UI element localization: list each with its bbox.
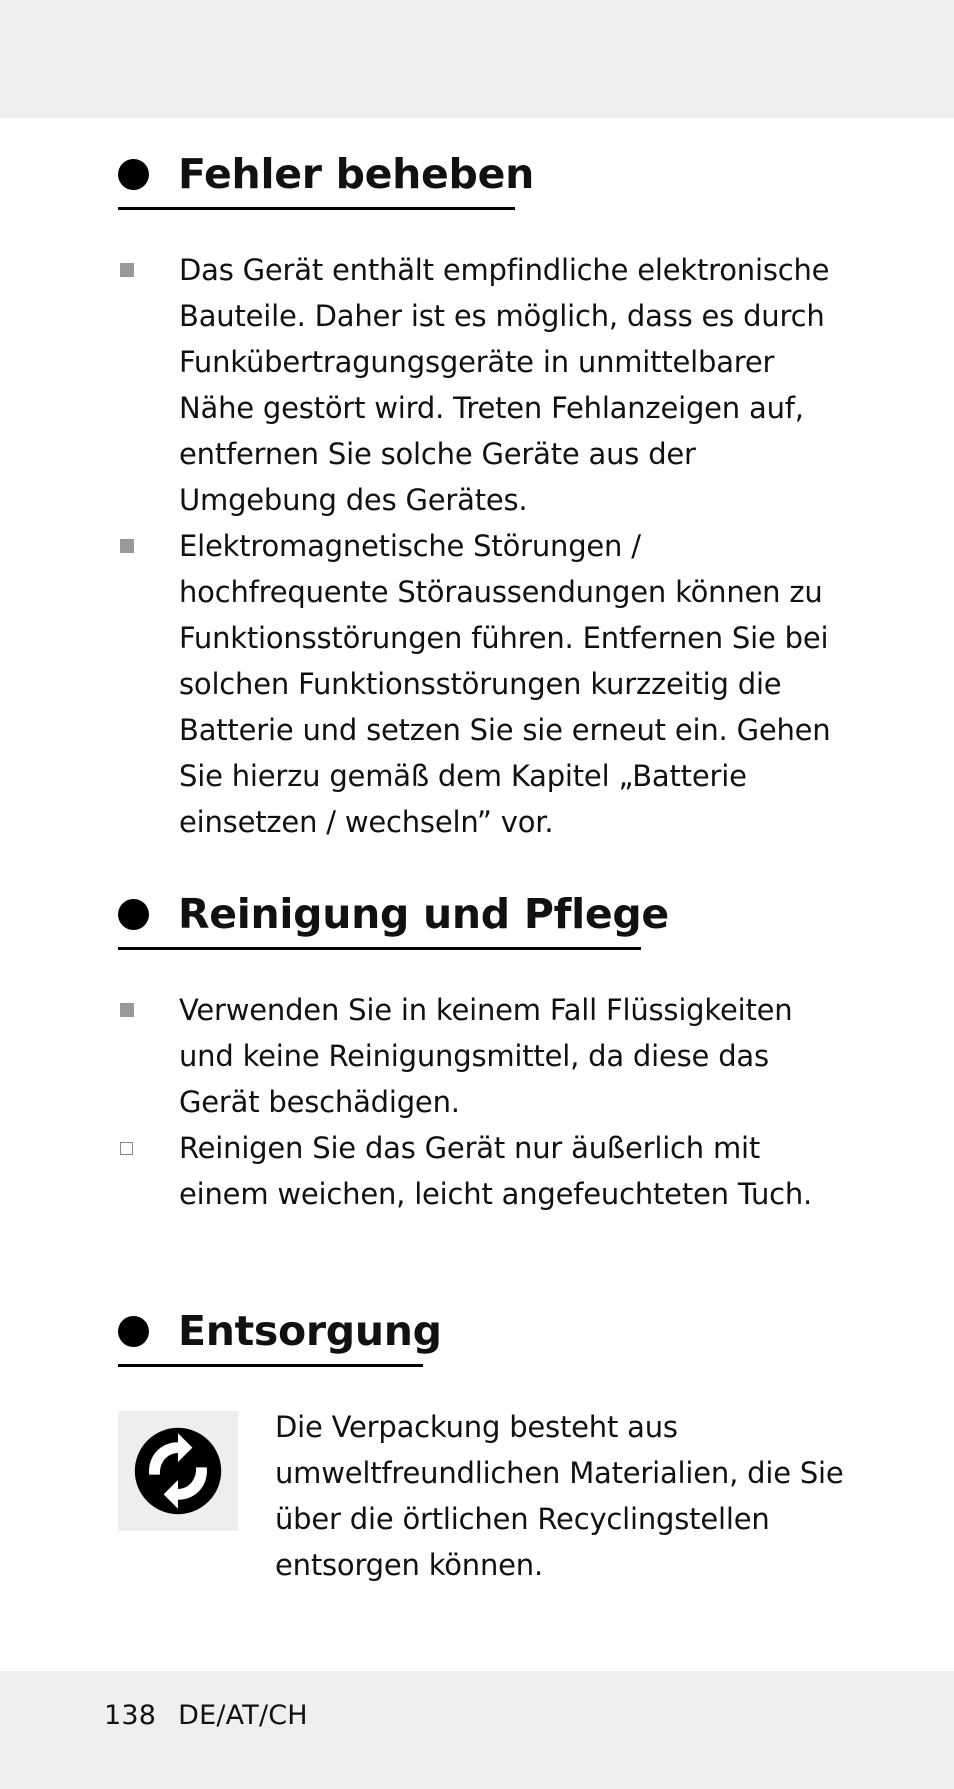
page-number: 138: [104, 1700, 157, 1731]
heading-title: Fehler beheben: [178, 150, 534, 198]
heading-underline: [118, 207, 515, 210]
heading-bullet-icon: [118, 899, 149, 930]
heading-underline: [118, 947, 641, 950]
page-footer: [104, 1700, 308, 1731]
heading-cleaning: [118, 884, 669, 944]
list-item: Elektromagnetische Störungen / hochfrequente Störaussendungen können zu Funktionsstörungen führen. Entfernen Sie bei solchen Funktionsstörungen kurzzeitig die Batterie und setzen Sie sie erneut ein. Gehen Sie hierzu gemäß dem Kapitel „Batterie einsetzen / wechseln” vor.: [118, 523, 848, 845]
heading-bullet-icon: [118, 159, 149, 190]
region-label: DE/AT/CH: [178, 1700, 308, 1731]
square-bullet-icon: [120, 263, 134, 277]
list-item: Reinigen Sie das Gerät nur äußerlich mit einem weichen, leicht angefeuchteten Tuch.: [118, 1125, 848, 1217]
list-item: Verwenden Sie in keinem Fall Flüssigkeiten und keine Reinigungsmittel, da diese das Gerät beschädigen.: [118, 987, 848, 1125]
heading-title: Entsorgung: [178, 1307, 442, 1355]
list-item: Das Gerät enthält empfindliche elektronische Bauteile. Daher ist es möglich, dass es durch Funkübertragungsgeräte in unmittelbarer Nähe gestört wird. Treten Fehlanzeigen auf, entfernen Sie solche Geräte aus der Umgebung des Gerätes.: [118, 247, 848, 523]
troubleshooting-list: [118, 247, 848, 845]
square-bullet-icon: [120, 1003, 134, 1017]
recycling-symbol: [118, 1411, 238, 1531]
heading-title: Reinigung und Pflege: [178, 890, 669, 938]
disposal-text: Die Verpackung besteht aus umweltfreundlichen Materialien, die Sie über die örtlichen Recyclingstellen entsorgen können.: [275, 1410, 844, 1582]
recycling-green-dot-icon: [133, 1426, 223, 1516]
empty-square-bullet-icon: [120, 1142, 133, 1155]
square-bullet-icon: [120, 539, 134, 553]
cleaning-list: [118, 987, 848, 1217]
heading-bullet-icon: [118, 1316, 149, 1347]
heading-underline: [118, 1364, 423, 1367]
top-margin-band: [0, 0, 954, 118]
heading-troubleshooting: [118, 144, 534, 204]
heading-disposal: [118, 1301, 442, 1361]
